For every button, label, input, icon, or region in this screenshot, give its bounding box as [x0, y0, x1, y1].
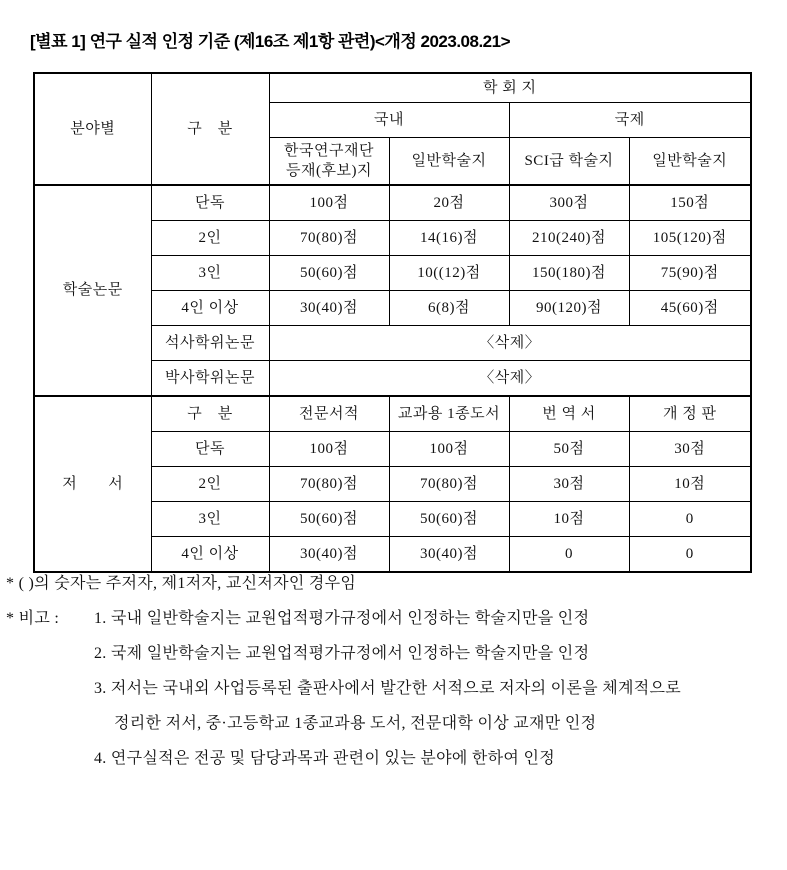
score-cell: 0	[629, 502, 751, 537]
score-cell: 45(60)점	[629, 291, 751, 326]
header-international: 국제	[509, 103, 751, 138]
deleted-cell: 〈삭제〉	[269, 326, 751, 361]
score-cell: 150(180)점	[509, 256, 629, 291]
score-cell: 10점	[629, 467, 751, 502]
row-label: 3인	[151, 256, 269, 291]
section-name-thesis: 학술논문	[34, 185, 151, 396]
book-sub-header: 전문서적	[269, 396, 389, 432]
header-domestic: 국내	[269, 103, 509, 138]
score-cell: 0	[629, 537, 751, 573]
note-authors: * ( )의 숫자는 주저자, 제1저자, 교신저자인 경우임	[6, 575, 357, 592]
header-sub-general-intl: 일반학술지	[629, 138, 751, 186]
remarks-items	[94, 601, 681, 776]
remark-item-1: 1. 국내 일반학술지는 교원업적평가규정에서 인정하는 학술지만을 인정	[94, 610, 590, 627]
score-cell: 150점	[629, 185, 751, 221]
remark-item-2: 2. 국제 일반학술지는 교원업적평가규정에서 인정하는 학술지만을 인정	[94, 645, 590, 662]
row-label: 4인 이상	[151, 291, 269, 326]
row-label: 구 분	[151, 396, 269, 432]
row-label: 3인	[151, 502, 269, 537]
header-sub-sci: SCI급 학술지	[509, 138, 629, 186]
header-journal-group: 학 회 지	[269, 73, 751, 103]
score-cell: 50(60)점	[269, 256, 389, 291]
row-label: 단독	[151, 432, 269, 467]
score-cell: 100점	[269, 185, 389, 221]
score-cell: 70(80)점	[389, 467, 509, 502]
book-sub-header: 번 역 서	[509, 396, 629, 432]
page-title: [별표 1] 연구 실적 인정 기준 (제16조 제1항 관련)<개정 2023.08.21>	[30, 32, 511, 51]
score-cell: 100점	[389, 432, 509, 467]
header-field-col: 분야별	[34, 73, 151, 185]
book-sub-header: 개 정 판	[629, 396, 751, 432]
score-cell: 300점	[509, 185, 629, 221]
row-label: 박사학위논문	[151, 361, 269, 397]
score-cell: 30(40)점	[269, 537, 389, 573]
row-label: 2인	[151, 467, 269, 502]
score-cell: 10점	[509, 502, 629, 537]
section-name-book: 저 서	[34, 396, 151, 572]
score-cell: 90(120)점	[509, 291, 629, 326]
criteria-table	[33, 72, 752, 573]
score-cell: 210(240)점	[509, 221, 629, 256]
score-cell: 14(16)점	[389, 221, 509, 256]
deleted-cell: 〈삭제〉	[269, 361, 751, 397]
score-cell: 20점	[389, 185, 509, 221]
header-sub-krf: 한국연구재단 등재(후보)지	[269, 138, 389, 186]
footnotes	[6, 566, 781, 776]
score-cell: 105(120)점	[629, 221, 751, 256]
score-cell: 10((12)점	[389, 256, 509, 291]
score-cell: 100점	[269, 432, 389, 467]
remark-item-3: 3. 저서는 국내외 사업등록된 출판사에서 발간한 서적으로 저자의 이론을 체계적으로	[94, 680, 682, 697]
remark-item-3-continuation: 정리한 저서, 중·고등학교 1종교과용 도서, 전문대학 이상 교재만 인정	[114, 715, 597, 732]
score-cell: 75(90)점	[629, 256, 751, 291]
score-cell: 70(80)점	[269, 467, 389, 502]
score-cell: 30(40)점	[389, 537, 509, 573]
score-cell: 50점	[509, 432, 629, 467]
row-label: 단독	[151, 185, 269, 221]
score-cell: 70(80)점	[269, 221, 389, 256]
remarks-label: * 비고 :	[6, 610, 60, 627]
score-cell: 6(8)점	[389, 291, 509, 326]
score-cell: 30점	[629, 432, 751, 467]
book-sub-header: 교과용 1종도서	[389, 396, 509, 432]
remark-item-4: 4. 연구실적은 전공 및 담당과목과 관련이 있는 분야에 한하여 인정	[94, 750, 555, 767]
row-label: 석사학위논문	[151, 326, 269, 361]
score-cell: 30(40)점	[269, 291, 389, 326]
score-cell: 0	[509, 537, 629, 573]
header-category-col: 구 분	[151, 73, 269, 185]
score-cell: 50(60)점	[389, 502, 509, 537]
row-label: 4인 이상	[151, 537, 269, 573]
score-cell: 30점	[509, 467, 629, 502]
score-cell: 50(60)점	[269, 502, 389, 537]
header-sub-general-domestic: 일반학술지	[389, 138, 509, 186]
row-label: 2인	[151, 221, 269, 256]
note-remarks	[6, 601, 781, 776]
